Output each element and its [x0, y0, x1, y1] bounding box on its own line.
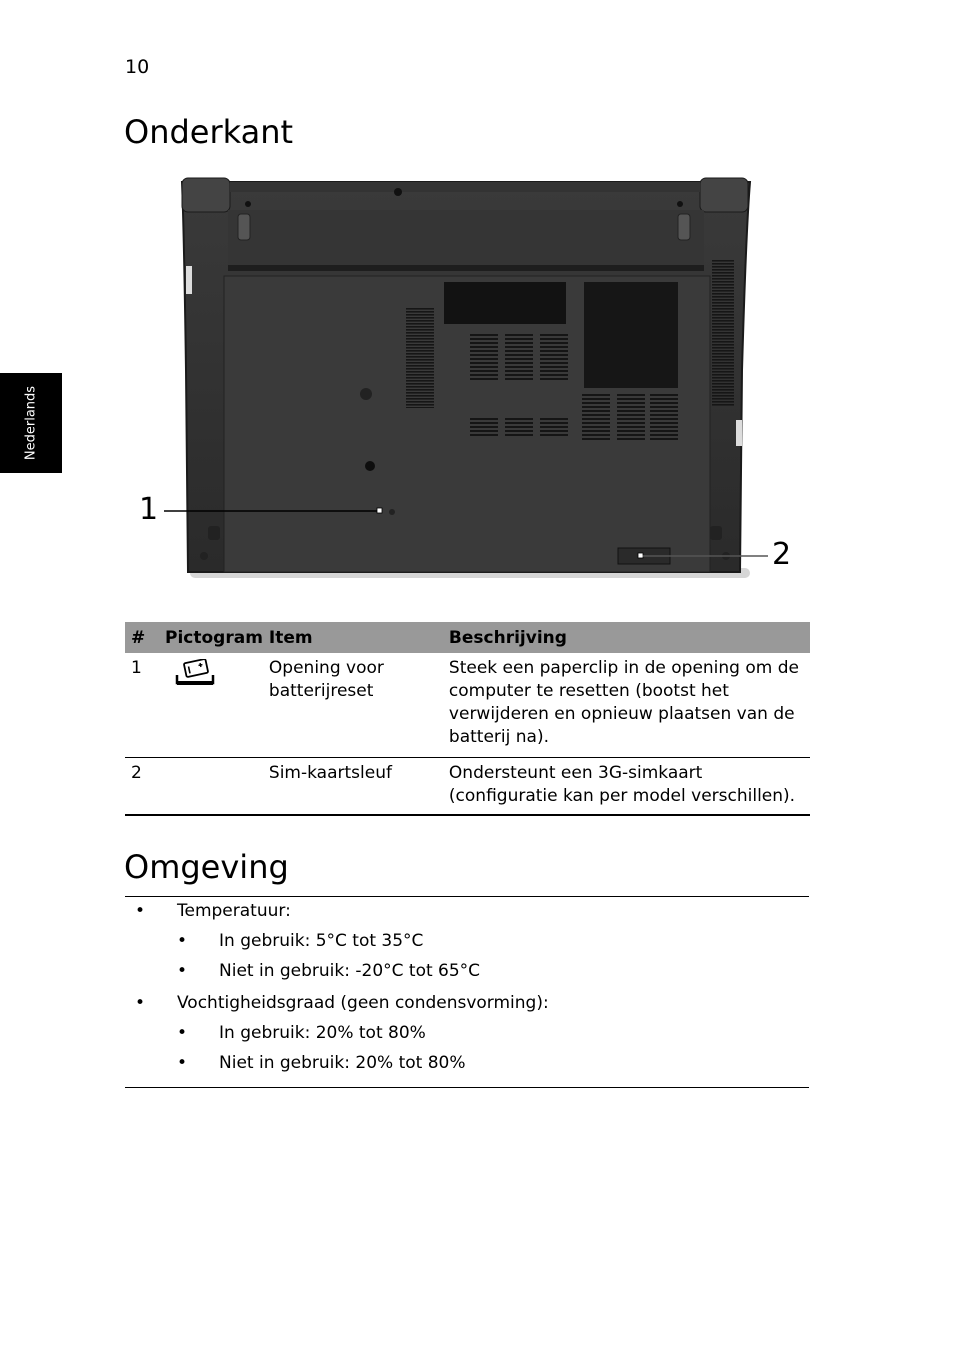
table-row [125, 653, 810, 758]
list-subitem [125, 1021, 809, 1051]
laptop-bottom-illustration [140, 170, 800, 590]
section-title-bottom: Onderkant [124, 113, 294, 151]
list-subitem [125, 1051, 809, 1081]
list-item-text: Vochtigheidsgraad (geen condensvorming): [177, 993, 549, 1013]
col-header-item: Item [263, 622, 443, 653]
row-description: Steek een paperclip in de opening om de computer te resetten (bootst het verwijderen en opnieuw plaatsen van de batterij na). [443, 653, 810, 758]
callout-1: 1 [139, 492, 159, 527]
row-icon-cell [159, 653, 263, 758]
col-header-description: Beschrijving [443, 622, 810, 653]
row-item: Sim-kaartsleuf [263, 758, 443, 816]
section-title-environment: Omgeving [124, 848, 289, 886]
row-description: Ondersteunt een 3G-simkaart (configuratie kan per model verschillen). [443, 758, 810, 816]
list-subitem-text: Niet in gebruik: 20% tot 80% [219, 1053, 466, 1073]
language-tab [0, 373, 62, 473]
list-subitem-text: In gebruik: 20% tot 80% [219, 1023, 426, 1043]
language-tab-label: Nederlands [23, 385, 39, 461]
row-icon-cell [159, 758, 263, 816]
bullet-icon: • [177, 1053, 188, 1073]
page-number: 10 [125, 56, 150, 78]
row-number: 1 [125, 653, 159, 758]
table-header-row [125, 622, 810, 653]
row-number: 2 [125, 758, 159, 816]
list-item [125, 899, 809, 929]
col-header-number: # [125, 622, 159, 653]
table-row [125, 758, 810, 816]
col-header-icon: Pictogram [159, 622, 263, 653]
battery-reset-icon [175, 659, 215, 689]
bullet-icon: • [135, 993, 146, 1013]
bullet-icon: • [177, 1023, 188, 1043]
row-item: Opening voor batterijreset [263, 653, 443, 758]
environment-list [125, 896, 809, 1088]
bullet-icon: • [177, 961, 188, 981]
bullet-icon: • [135, 901, 146, 921]
bullet-icon: • [177, 931, 188, 951]
list-subitem [125, 959, 809, 989]
parts-table [125, 622, 810, 816]
list-item-text: Temperatuur: [177, 901, 291, 921]
list-subitem-text: In gebruik: 5°C tot 35°C [219, 931, 424, 951]
list-subitem-text: Niet in gebruik: -20°C tot 65°C [219, 961, 481, 981]
list-item [125, 991, 809, 1021]
callout-2: 2 [772, 537, 792, 572]
list-subitem [125, 929, 809, 959]
